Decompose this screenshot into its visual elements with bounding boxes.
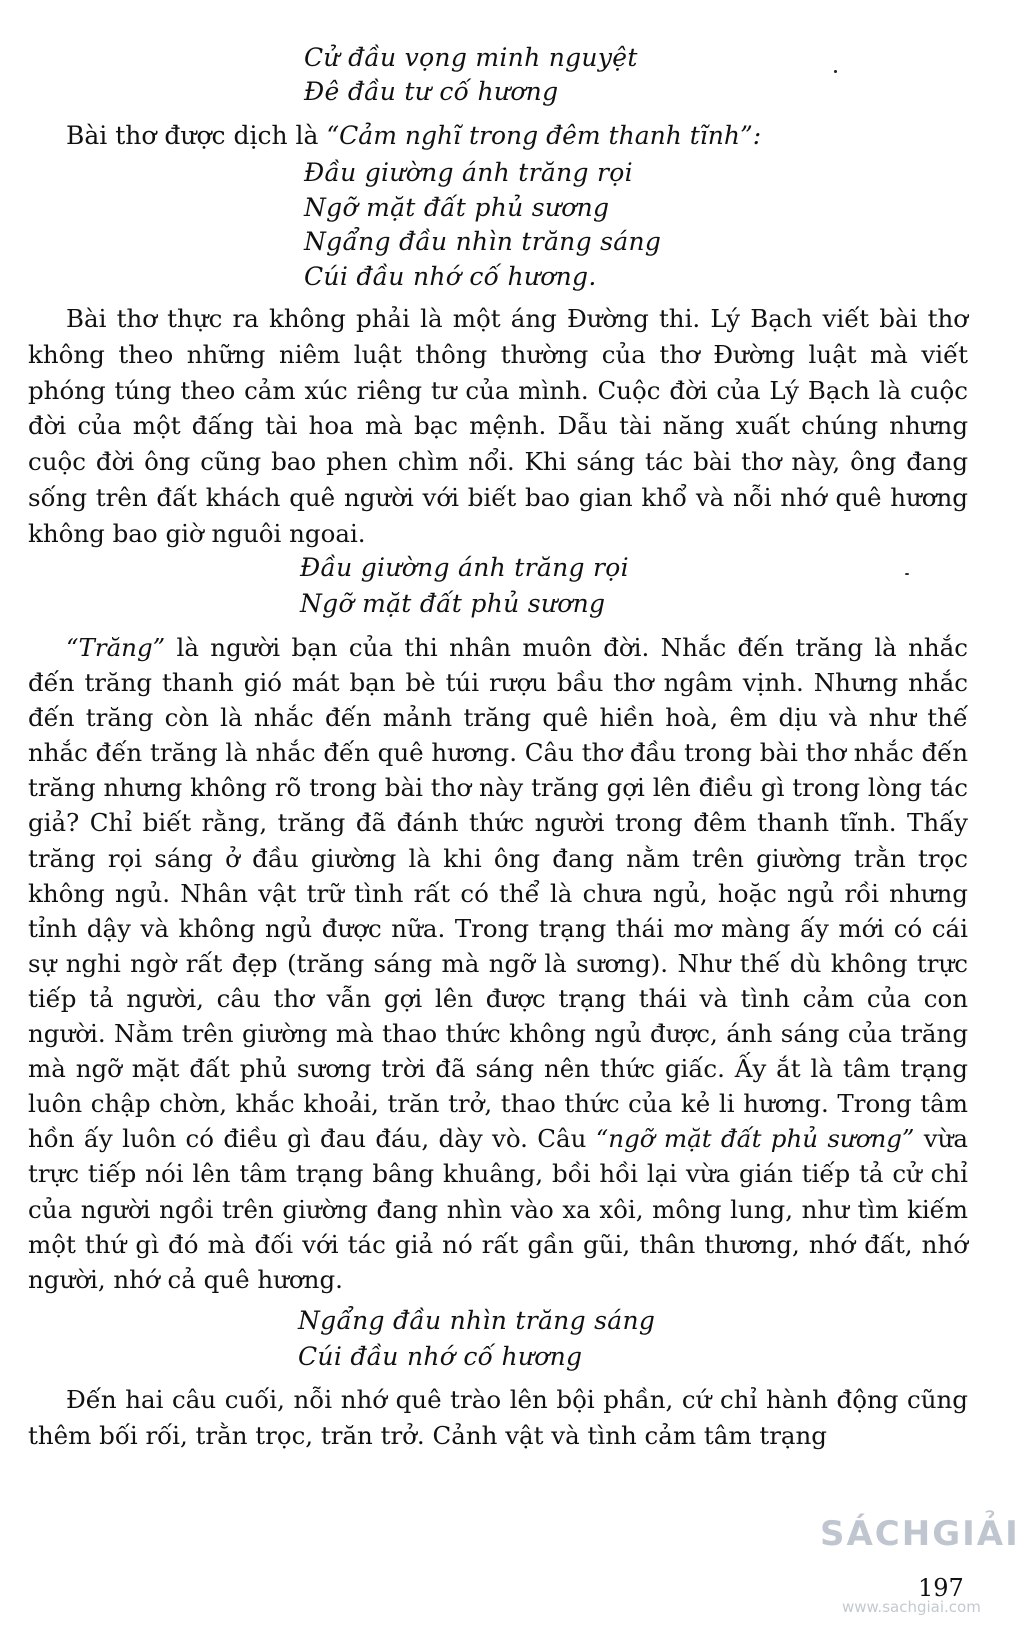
poem-line: Ngỡ mặt đất phủ sương <box>300 589 606 618</box>
paragraph-text: Đến hai câu cuối, nỗi nhớ quê trào lên bội phần, cứ chỉ hành động cũng thêm bối rối, trằn trọc, trăn trở. Cảnh vật và tình cảm tâm trạng <box>28 1385 968 1450</box>
paragraph-2 <box>28 630 968 1297</box>
poem-line: Cử đầu vọng minh nguyệt <box>304 43 638 72</box>
intro-text: Bài thơ được dịch là <box>66 121 327 150</box>
poem-line: Ngẩng đầu nhìn trăng sáng <box>298 1306 656 1335</box>
poem-line: Cúi đầu nhớ cố hương. <box>304 261 597 291</box>
italic-quote: “ngỡ mặt đất phủ sương” <box>595 1124 915 1154</box>
paragraph-3 <box>28 1382 968 1454</box>
paragraph-text: vừa trực tiếp nói lên tâm trạng bâng khuâng, bồi hồi lại vừa gián tiếp tả cử chỉ của người ngồi trên giường đang nhìn vào xa xôi, mông lung, như tìm kiếm một thứ gì đó mà đối với tác giả nó rất gần gũi, thân thương, nhớ đất, nhớ người, nhớ cả quê hương. <box>28 1124 969 1294</box>
italic-term: “Trăng” <box>66 633 166 662</box>
poem-quote-2 <box>298 1303 655 1375</box>
watermark-url: www.sachgiai.com <box>842 1598 981 1616</box>
poem-original <box>304 40 638 110</box>
poem-line: Đầu giường ánh trăng rọi <box>300 553 629 582</box>
paragraph-text: Bài thơ thực ra không phải là một áng Đường thi. Lý Bạch viết bài thơ không theo những niêm luật thông thường của thơ Đường luật mà viết phóng túng theo cảm xúc riêng tư của mình. Cuộc đời của Lý Bạch là cuộc đời của một đấng tài hoa mà bạc mệnh. Dẫu tài năng xuất chúng nhưng cuộc đời ông cũng bao phen chìm nổi. Khi sáng tác bài thơ này, ông đang sống trên đất khách quê người với biết bao gian khổ và nỗi nhớ quê hương không bao giờ nguôi ngoai. <box>28 304 968 548</box>
poem-translation <box>304 156 661 294</box>
poem-line: Đê đầu tư cố hương <box>304 77 559 106</box>
poem-quote-1 <box>300 550 629 622</box>
watermark-logo: SÁCHGIẢI <box>820 1514 1020 1554</box>
page-number: 197 <box>918 1574 964 1602</box>
poem-line: Cúi đầu nhớ cố hương <box>298 1342 583 1371</box>
paragraph-text: là người bạn của thi nhân muôn đời. Nhắc đến trăng là nhắc đến trăng thanh gió mát bạn bè túi rượu bầu thơ ngâm vịnh. Nhưng nhắc đến trăng còn là nhắc đến mảnh trăng quê hiền hoà, êm dịu và như thế nhắc đến trăng là nhắc đến quê hương. Câu thơ đầu trong bài thơ nhắc đến trăng nhưng không rõ trong bài thơ này trăng gợi lên điều gì trong lòng tác giả? Chỉ biết rằng, trăng đã đánh thức người trong đêm thanh tĩnh. Thấy trăng rọi sáng ở đầu giường là khi ông đang nằm trên giường trằn trọc không ngủ. Nhân vật trữ tình rất có thể là chưa ngủ, hoặc ngủ rồi nhưng tỉnh dậy và không ngủ được nữa. Trong trạng thái mơ màng ấy mới có cái sự nghi ngờ rất đẹp (trăng sáng mà ngỡ là sương). Như thế dù không trực tiếp tả người, câu thơ vẫn gợi lên được trạng thái và tình cảm của con người. Nằm trên giường mà thao thức không ngủ được, ánh sáng của trăng mà ngỡ mặt đất phủ sương trời đã sáng nên thức giấc. Ấy ắt là tâm trạng luôn chập chờn, khắc khoải, trăn trở, thao thức của kẻ li hương. Trong tâm hồn ấy luôn có điều gì đau đáu, dày vò. Câu <box>28 633 968 1154</box>
translation-intro <box>66 118 761 154</box>
translated-title: “Cảm nghĩ trong đêm thanh tĩnh”: <box>326 121 762 150</box>
poem-line: Ngẩng đầu nhìn trăng sáng <box>304 227 662 256</box>
scan-speck <box>834 70 837 73</box>
paragraph-1 <box>28 301 968 552</box>
poem-line: Đầu giường ánh trăng rọi <box>304 158 633 187</box>
poem-line: Ngỡ mặt đất phủ sương <box>304 192 610 222</box>
scan-speck <box>905 573 909 575</box>
